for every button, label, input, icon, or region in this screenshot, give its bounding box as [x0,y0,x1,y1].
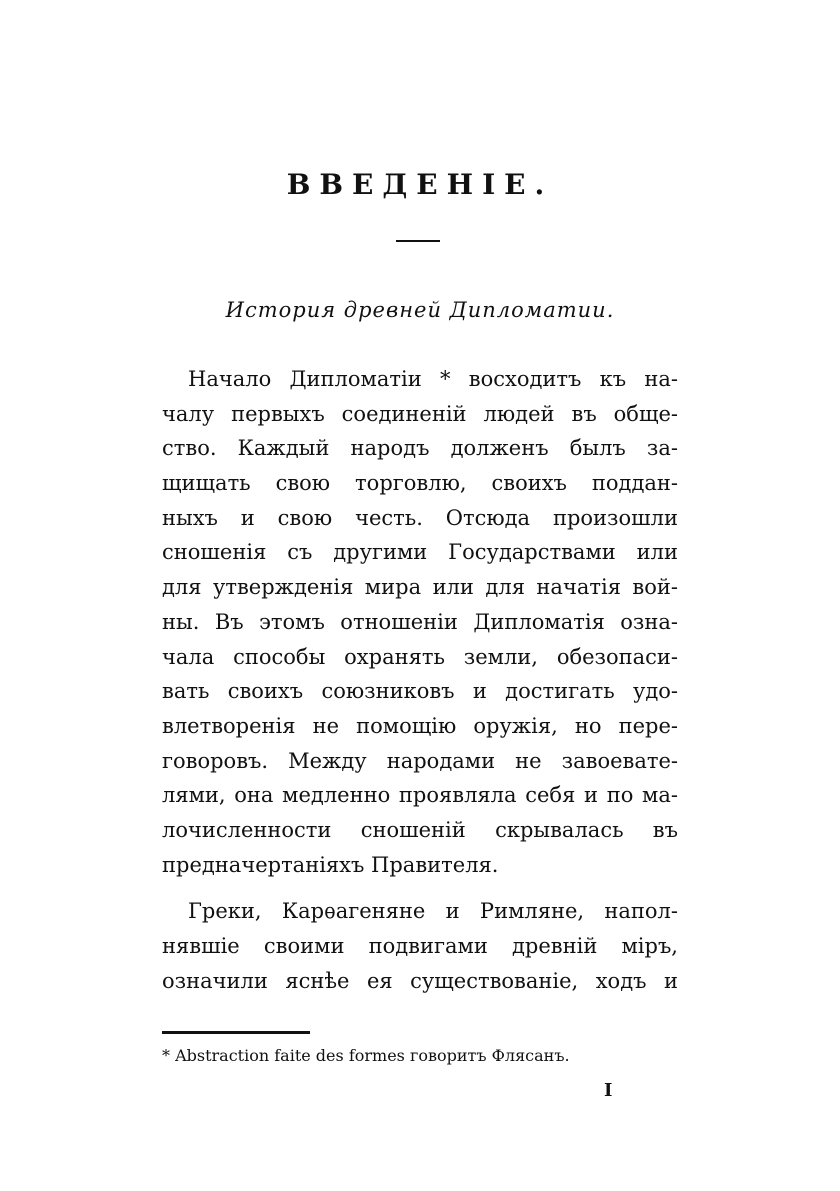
footnote-divider [162,1031,310,1034]
text-line: ны. Въ этомъ отношеніи Дипломатія озна- [162,609,678,634]
page-number: I [604,1080,613,1101]
text-line: означили яснѣе ея существованіе, ходъ и [162,968,678,993]
text-line: лочисленности сношеній скрывалась въ [162,817,678,842]
section-subheading: История древней Дипломатии. [225,298,615,322]
text-line: для утвержденія мира или для начатія вой- [162,575,678,600]
text-line: чала способы охранять земли, обезопаси- [162,644,678,669]
chapter-heading: ВВЕДЕНІЕ. [286,168,554,201]
body-text [162,362,678,998]
text-line: Греки, Карѳагеняне и Римляне, напол- [188,899,678,924]
text-line: говоровъ. Между народами не завоевате- [162,748,678,773]
text-line: ныхъ и свою честь. Отсюда произошли [162,505,678,530]
text-line: предначертаніяхъ Правителя. [162,852,499,877]
text-line: вать своихъ союзниковъ и достигать удо- [162,679,678,704]
text-line: Начало Дипломатіи * восходитъ къ на- [188,367,678,391]
text-line: чалу первыхъ соединеній людей въ обще- [162,401,678,426]
heading-divider [396,240,440,242]
paragraph-gap [162,882,678,894]
text-line: сношенія съ другими Государствами или [162,540,678,565]
text-line: ство. Каждый народъ долженъ былъ за- [162,436,678,461]
text-line: щищать свою торговлю, своихъ поддан- [162,471,678,496]
text-line: влетворенія не помощію оружія, но пере- [162,713,678,738]
text-line: лями, она медленно проявляла себя и по ма- [162,783,678,808]
text-line: нявшіе своими подвигами древній міръ, [162,934,678,958]
footnote: * Abstraction faite des formes говоритъ Флясанъ. [162,1046,570,1065]
